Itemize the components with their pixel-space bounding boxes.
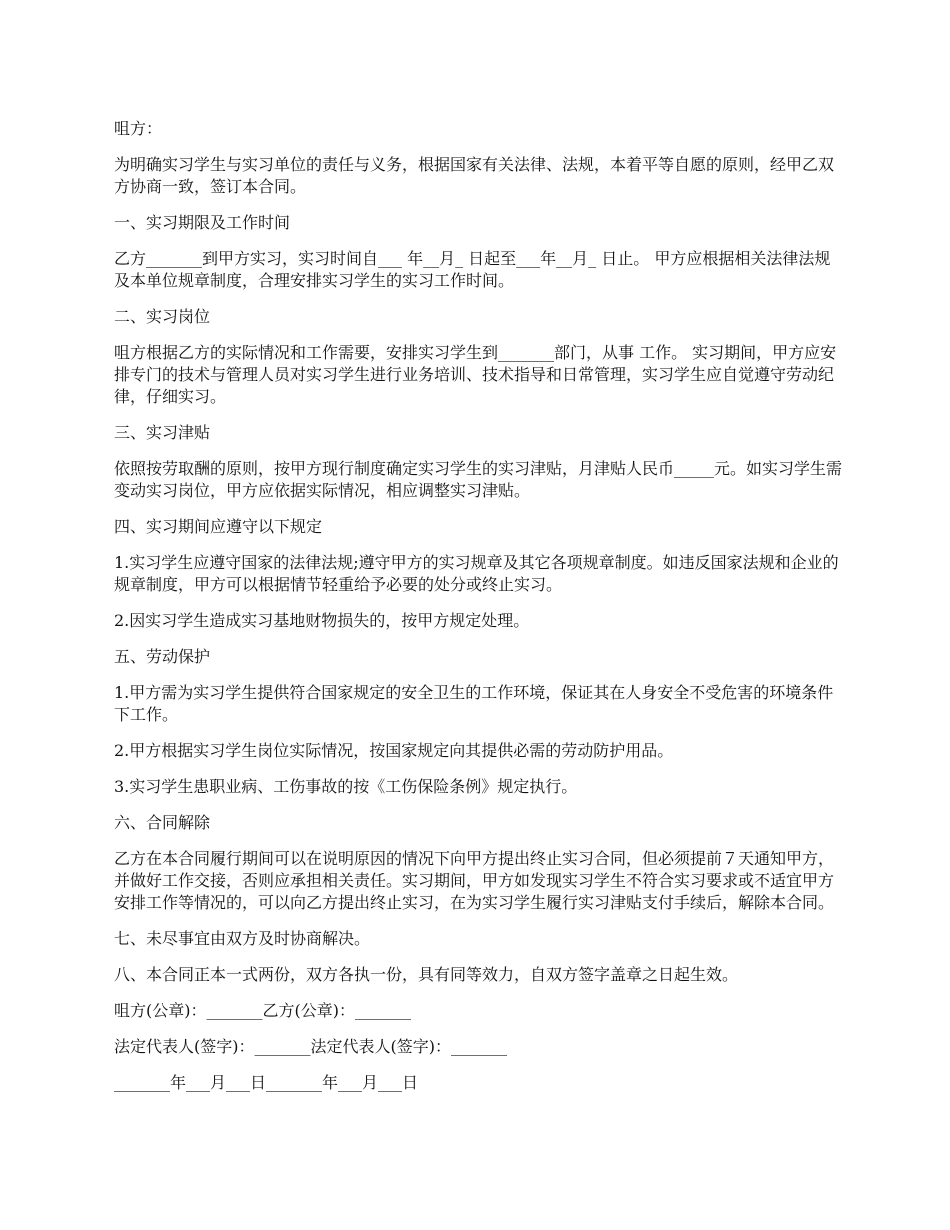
- section-5-item-2: 2.甲方根据实习学生岗位实际情况，按国家规定向其提供必需的劳动防护用品。: [114, 741, 674, 760]
- section-4-item-2: 2.因实习学生造成实习基地财物损失的，按甲方规定处理。: [114, 611, 530, 630]
- document-body: [114, 118, 844, 1108]
- section-1-body: 乙方_______到甲方实习，实习时间自___ 年__月_ 日起至___年__月_ 日止。 甲方应根据相关法律法规及本单位规章制度，合理安排实习学生的实习工作时间。: [114, 249, 831, 290]
- party-a-heading: 咀方：: [114, 119, 163, 138]
- section-2-heading: 二、实习岗位: [114, 307, 211, 326]
- section-7-text: 七、未尽事宜由双方及时协商解决。: [114, 929, 371, 948]
- section-5-heading: 五、劳动保护: [114, 647, 211, 666]
- section-2-body: 咀方根据乙方的实际情况和工作需要，安排实习学生到_______部门，从事 工作。 实习期间，甲方应安排专门的技术与管理人员对实习学生进行业务培训、技术指导和日常管理，实习学生应自觉遵守劳动纪律，仔细实习。: [114, 343, 837, 406]
- section-8-text: 八、本合同正本一式两份，双方各执一份，具有同等效力，自双方签字盖章之日起生效。: [114, 965, 739, 984]
- seal-line: 咀方(公章)：_______乙方(公章)：_______: [114, 1001, 411, 1020]
- section-4-heading: 四、实习期间应遵守以下规定: [114, 517, 323, 536]
- section-1-heading: 一、实习期限及工作时间: [114, 213, 291, 232]
- date-line: _______年___月___日_______年___月___日: [114, 1073, 419, 1092]
- section-5-item-3: 3.实习学生患职业病、工伤事故的按《工伤保险条例》规定执行。: [114, 777, 578, 796]
- signature-line: 法定代表人(签字)：_______法定代表人(签字)：_______: [114, 1037, 507, 1056]
- section-3-heading: 三、实习津贴: [114, 423, 211, 442]
- section-4-item-1: 1.实习学生应遵守国家的法律法规;遵守甲方的实习规章及其它各项规章制度。如违反国家法规和企业的规章制度，甲方可以根据情节轻重给予必要的处分或终止实习。: [114, 553, 839, 594]
- section-3-body: 依照按劳取酬的原则，按甲方现行制度确定实习学生的实习津贴，月津贴人民币_____元。如实习学生需变动实习岗位，甲方应依据实际情况，相应调整实习津贴。: [114, 459, 843, 500]
- section-6-heading: 六、合同解除: [114, 813, 211, 832]
- preamble-paragraph: 为明确实习学生与实习单位的责任与义务，根据国家有关法律、法规，本着平等自愿的原则，经甲乙双方协商一致，签订本合同。: [114, 155, 835, 196]
- section-6-body: 乙方在本合同履行期间可以在说明原因的情况下向甲方提出终止实习合同，但必须提前７天通知甲方，并做好工作交接，否则应承担相关责任。实习期间，甲方如发现实习学生不符合实习要求或不适宜甲方安排工作等情况的，可以向乙方提出终止实习，在为实习学生履行实习津贴支付手续后，解除本合同。: [114, 849, 835, 912]
- section-5-item-1: 1.甲方需为实习学生提供符合国家规定的安全卫生的工作环境，保证其在人身安全不受危害的环境条件下工作。: [114, 683, 834, 724]
